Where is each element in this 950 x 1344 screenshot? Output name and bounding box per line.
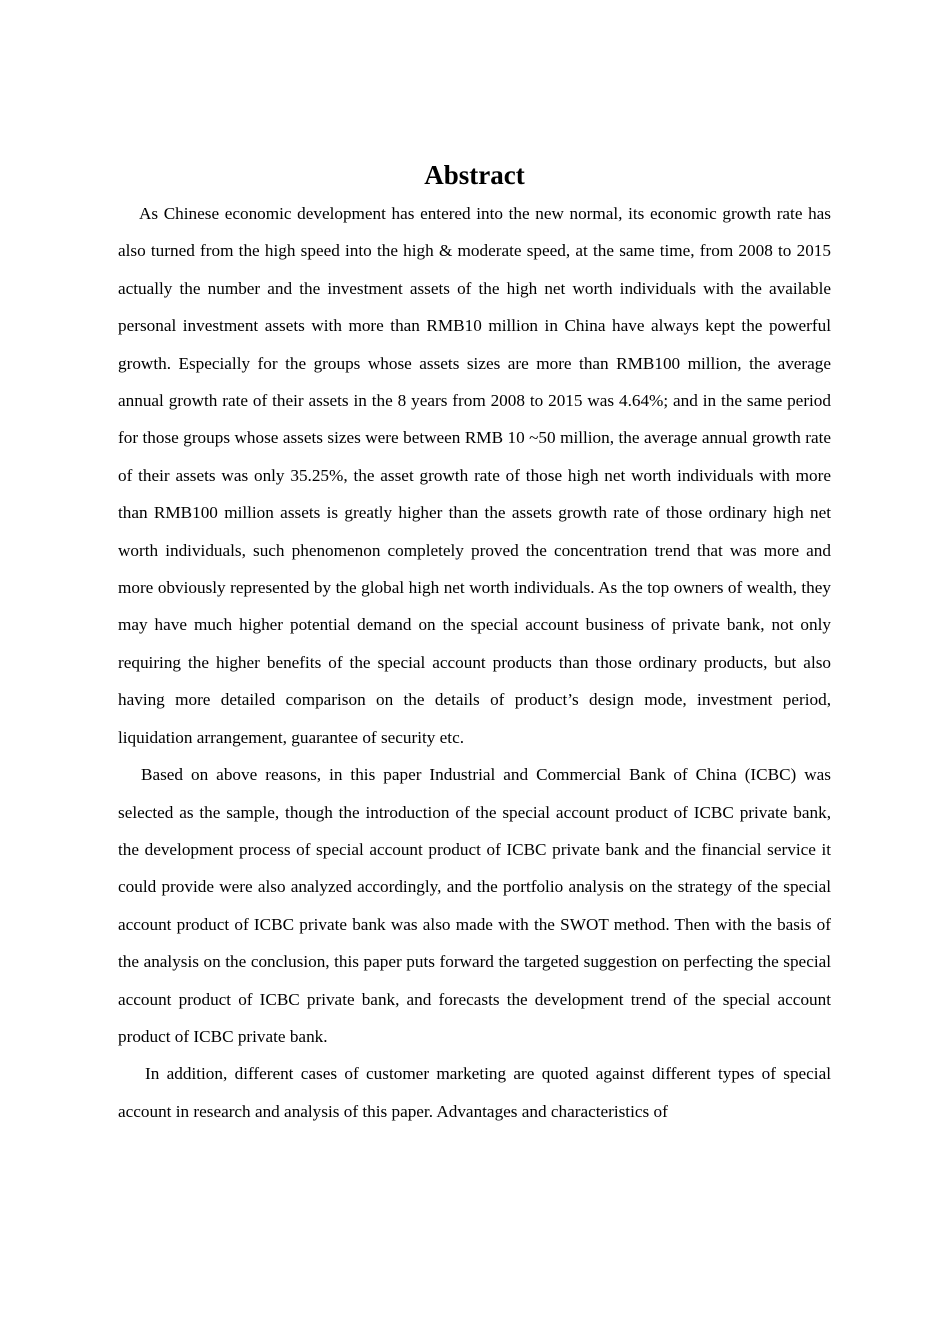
abstract-paragraph-1: As Chinese economic development has entered into the new normal, its economic growth rate has also turned from the high speed into the high & moderate speed, at the same time, from 2008 to 2015 actually the number and the investment assets of the high net worth individuals with the available personal investment assets with more than RMB10 million in China have always kept the powerful growth. Especially for the groups whose assets sizes are more than RMB100 million, the average annual growth rate of their assets in the 8 years from 2008 to 2015 was 4.64%; and in the same period for those groups whose assets sizes were between RMB 10 ~50 million, the average annual growth rate of their assets was only 35.25%, the asset growth rate of those high net worth individuals with more than RMB100 million assets is greatly higher than the assets growth rate of those ordinary high net worth individuals, such phenomenon completely proved the concentration trend that was more and more obviously represented by the global high net worth individuals. As the top owners of wealth, they may have much higher potential demand on the special account business of private bank, not only requiring the higher benefits of the special account products than those ordinary products, but also having more detailed comparison on the details of product’s design mode, investment period, liquidation arrangement, guarantee of security etc. <box>118 204 831 747</box>
abstract-paragraph-2: Based on above reasons, in this paper Industrial and Commercial Bank of China (ICBC) was selected as the sample, though the introduction of the special account product of ICBC private bank, the development process of special account product of ICBC private bank and the financial service it could provide were also analyzed accordingly, and the portfolio analysis on the strategy of the special account product of ICBC private bank was also made with the SWOT method. Then with the basis of the analysis on the conclusion, this paper puts forward the targeted suggestion on perfecting the special account product of ICBC private bank, and forecasts the development trend of the special account product of ICBC private bank. <box>118 765 831 1046</box>
abstract-title: Abstract <box>424 160 525 190</box>
abstract-paragraph-3: In addition, different cases of customer marketing are quoted against different types of special account in research and analysis of this paper. Advantages and characteristics of <box>118 1064 831 1121</box>
abstract-section <box>118 155 831 1130</box>
